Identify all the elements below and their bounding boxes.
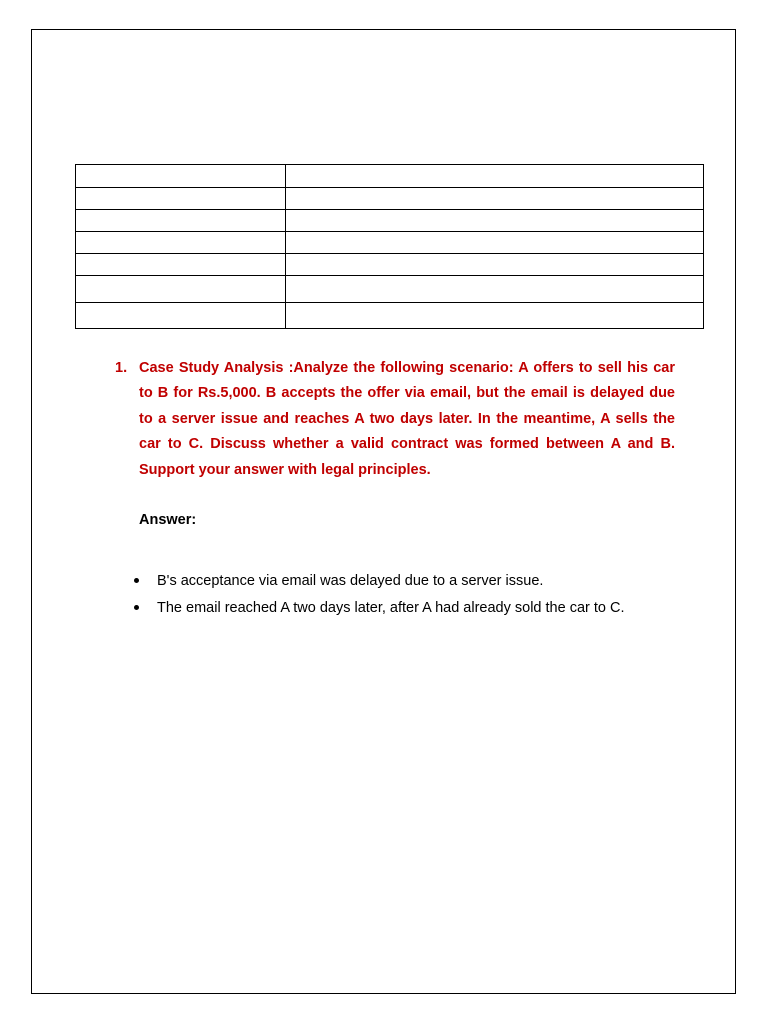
list-item xyxy=(130,597,625,624)
table-cell xyxy=(76,210,286,232)
table-row xyxy=(76,188,704,210)
answer-label: Answer: xyxy=(139,512,197,528)
table-cell xyxy=(286,254,704,276)
table-cell xyxy=(286,276,704,303)
list-item xyxy=(130,570,625,597)
table-cell xyxy=(286,188,704,210)
bullet-icon xyxy=(134,605,139,610)
table-cell xyxy=(76,232,286,254)
question-text: Case Study Analysis :Analyze the following scenario: A offers to sell his car to B for Rs.5,000. B accepts the offer via email, but the email is delayed due to a server issue and reaches A two days later. In the meantime, A sells the car to C. Discuss whether a valid contract was formed between A and B. Support your answer with legal principles. xyxy=(139,360,675,478)
list-item-text: The email reached A two days later, after A had already sold the car to C. xyxy=(157,600,625,616)
table-row xyxy=(76,232,704,254)
table-cell xyxy=(286,165,704,188)
table-cell xyxy=(76,276,286,303)
info-table xyxy=(75,164,704,329)
table-row xyxy=(76,165,704,188)
table-row xyxy=(76,303,704,329)
table-cell xyxy=(76,188,286,210)
bullet-icon xyxy=(134,578,139,583)
table-cell xyxy=(286,232,704,254)
table-row xyxy=(76,254,704,276)
table-cell xyxy=(76,165,286,188)
table-cell xyxy=(286,303,704,329)
answer-bullet-list xyxy=(130,570,625,624)
question-number: 1. xyxy=(115,360,128,376)
table-row xyxy=(76,210,704,232)
question-item xyxy=(115,356,675,483)
table-row xyxy=(76,276,704,303)
list-item-text: B's acceptance via email was delayed due to a server issue. xyxy=(157,573,544,589)
table-cell xyxy=(76,303,286,329)
table-cell xyxy=(76,254,286,276)
table-cell xyxy=(286,210,704,232)
